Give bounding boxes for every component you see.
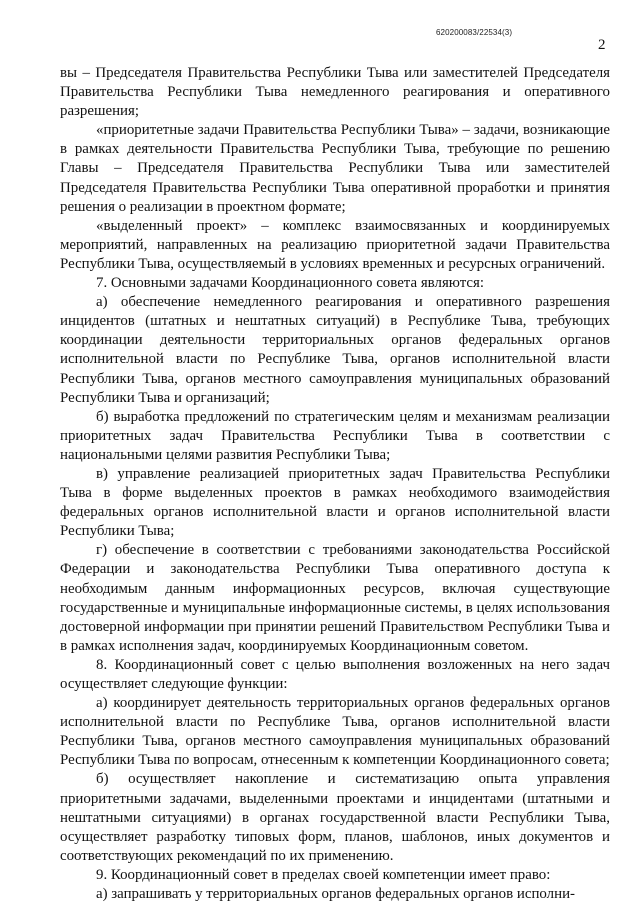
paragraph-section-7-heading: 7. Основными задачами Координационного совета являются:: [96, 275, 485, 292]
paragraph-7c: в) управление реализацией приоритетных задач Правительства Республики Тыва в форме выделенных проектов в рамках необходимого взаимодействия федеральных органов исполнительной власти и органов исполнительной власти Республики Тыва;: [60, 465, 610, 540]
paragraph-7b: б) выработка предложений по стратегическим целям и механизмам реализации приоритетных задач Правительства Республики Тыва в соответствии с национальными целями развития Республики Тыва;: [60, 408, 610, 463]
document-registration-number: 620200083/22534(3): [436, 28, 513, 37]
paragraph-definition-priority-tasks: «приоритетные задачи Правительства Республики Тыва» – задачи, возникающие в рамках деятельности Правительства Республики Тыва, требующие по решению Главы – Председателя Правительства Республики Тыва или заместителей Председателя Правительства Республики Тыва оперативной проработки и принятия решения о реализации в проектном формате;: [60, 122, 610, 215]
paragraph-definition-dedicated-project: «выделенный проект» – комплекс взаимосвязанных и координируемых мероприятий, направленных на реализацию приоритетной задачи Правительства Республики Тыва, осуществляемый в условиях временных и ресурсных ограничений.: [60, 217, 610, 272]
paragraph-7a: а) обеспечение немедленного реагирования и оперативного разрешения инцидентов (штатных и нештатных ситуаций) в Республике Тыва, требующих координации деятельности территориальных органов федеральных органов исполнительной власти по Республике Тыва, органов исполнительной власти Республики Тыва, органов местного самоуправления муниципальных образований Республики Тыва и организаций;: [60, 294, 610, 406]
paragraph-7d: г) обеспечение в соответствии с требованиями законодательства Российской Федерации и законодательства Республики Тыва оперативного доступа к необходимым данным информационных ресурсов, включая существующие государственные и муниципальные информационные системы, в целях использования достоверной информации при принятии решений Правительством Республики Тыва и в рамках исполнения задач, координируемых Координационным советом.: [60, 542, 610, 654]
paragraph-9a: а) запрашивать у территориальных органов федеральных органов исполни-: [96, 886, 576, 903]
paragraph-section-8-heading: 8. Координационный совет с целью выполнения возложенных на него задач осуществляет следующие функции:: [60, 656, 610, 692]
paragraph-continuation: вы – Председателя Правительства Республики Тыва или заместителей Председателя Правительства Республики Тыва немедленного реагирования и оперативного разрешения;: [60, 65, 610, 120]
paragraph-8a: а) координирует деятельность территориальных органов федеральных органов исполнительной власти по Республике Тыва, органов исполнительной власти Республики Тыва, органов местного самоуправления муниципальных образований Республики Тыва по вопросам, отнесенным к компетенции Координационного совета;: [60, 695, 610, 769]
page-number: 2: [598, 37, 606, 53]
paragraph-8b: б) осуществляет накопление и систематизацию опыта управления приоритетными задачами, выделенными проектами и инцидентами (штатными и нештатными ситуациями) в органах государственной власти Республики Тыва, осуществляет разработку типовых форм, планов, шаблонов, иных документов и соответствующих рекомендаций по их применению.: [60, 771, 610, 864]
document-body: [60, 64, 610, 904]
paragraph-section-9-heading: 9. Координационный совет в пределах своей компетенции имеет право:: [96, 866, 551, 883]
